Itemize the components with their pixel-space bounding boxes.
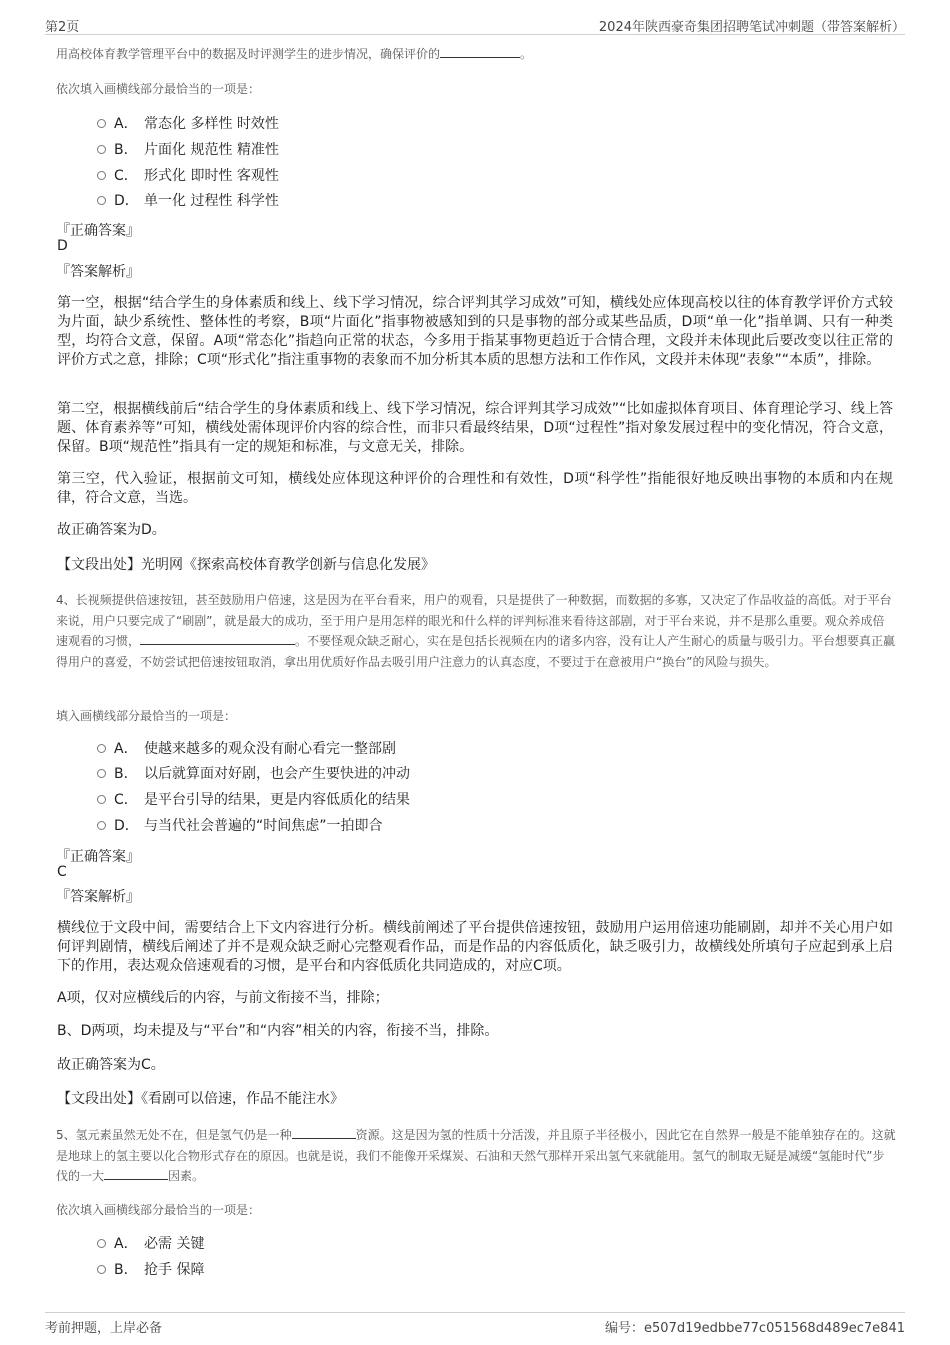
radio-icon[interactable] [97, 769, 106, 778]
question-3-option-a[interactable]: A． 常态化 多样性 时效性 [97, 113, 279, 135]
analysis-paragraph: A项，仅对应横线后的内容，与前文衔接不当，排除； [57, 990, 389, 1006]
radio-icon[interactable] [97, 821, 106, 830]
answer-blank [140, 633, 295, 645]
question-3-option-c[interactable]: C． 形式化 即时性 客观性 [97, 165, 279, 187]
radio-icon[interactable] [97, 119, 106, 128]
radio-icon[interactable] [97, 1265, 106, 1274]
analysis-paragraph: 第三空，代入验证，根据前文可知，横线处应体现这种评价的合理性和有效性，D项“科学性”指能很好地反映出事物的本质和内在规律，符合文意，当选。 [57, 471, 893, 506]
source-citation: 【文段出处】光明网《探索高校体育教学创新与信息化发展》 [57, 557, 435, 573]
analysis-paragraph: 横线位于文段中间，需要结合上下文内容进行分析。横线前阐述了平台提供倍速按钮，鼓励用户运用倍速功能刷剧，却并不关心用户如何评判剧情，横线后阐述了并不是观众缺乏耐心完整观看作品，而是作品的内容低质化，缺乏吸引力，故横线处所填句子应起到承上启下的作用，表达观众倍速观看的习惯，是平台和内容低质化共同造成的，对应C项。 [57, 920, 893, 974]
radio-icon[interactable] [97, 1239, 106, 1248]
question-4-option-d[interactable]: D． 与当代社会普遍的“时间焦虑”一拍即合 [97, 815, 383, 837]
question-4-stem: 4、长视频提供倍速按钮，甚至鼓励用户倍速，这是因为在平台看来，用户的观看，只是提供了一种数据，而数据的多寡，又决定了作品收益的高低。对于平台来说，用户只要完成了“刷剧”，就是最大的成功，至于用户是用怎样的眼光和什么样的评判标准来看待这部剧，对于平台来说，并不是那么重要。观众养成倍速观看的习惯， 。不要怪观众缺乏耐心，实在是包括长视频在内的诸多内容，没有让人产生耐心的质量与吸引力。平台想要真正赢得用户的喜爱，不妨尝试把倍速按钮取消，拿出用优质好作品去吸引用户注意力的认真态度，不要过于在意被用户“换台”的风险与损失。 [56, 593, 896, 669]
analysis-paragraph: 第一空，根据“结合学生的身体素质和线上、线下学习情况，综合评判其学习成效”可知，横线处应体现高校以往的体育教学评价方式较为片面，缺少系统性、整体性的考察，B项“片面化”指事物被感知到的只是事物的部分或某些品质，D项“单一化”指单调、只有一种类型，均符合文意，保留。A项“常态化”指趋向正常的状态，今多用于指某事物更趋近于合情合理，文段并未体现此后要改变以往正常的评价方式之意，排除；C项“形式化”指注重事物的表象而不加分析其本质的思想方法和工作作风，文段并未体现“表象”“本质”，排除。 [57, 295, 893, 368]
document-id: 编号：e507d19edbbe77c051568d489ec7e841 [605, 1321, 905, 1336]
analysis-conclusion: 故正确答案为D。 [57, 522, 166, 538]
analysis-paragraph: 第二空，根据横线前后“结合学生的身体素质和线上、线下学习情况，综合评判其学习成效”“比如虚拟体育项目、体育理论学习、线上答题、体育素养等”可知，横线处需体现评价内容的综合性，而非只看最终结果，D项“过程性”指对象发展过程中的变化情况，符合文意，保留。B项“规范性”指具有一定的规矩和标准，与文意无关，排除。 [57, 401, 893, 455]
document-title: 2024年陕西豪奇集团招聘笔试冲刺题（带答案解析） [598, 20, 905, 35]
page-header [45, 14, 905, 35]
radio-icon[interactable] [97, 795, 106, 804]
question-3-stem-tail: 用高校体育教学管理平台中的数据及时评测学生的进步情况，确保评价的 。 [56, 47, 533, 61]
answer-blank [104, 1168, 168, 1180]
question-4-prompt: 填入画横线部分最恰当的一项是： [56, 709, 237, 723]
page-number: 第2页 [45, 20, 80, 35]
analysis-label: 『答案解析』 [56, 889, 140, 905]
page-footer [45, 1312, 905, 1337]
question-4-option-b[interactable]: B． 以后就算面对好剧，也会产生要快进的冲动 [97, 763, 410, 785]
radio-icon[interactable] [97, 145, 106, 154]
question-3-prompt: 依次填入画横线部分最恰当的一项是： [56, 82, 261, 96]
source-citation: 【文段出处】《看剧可以倍速，作品不能注水》 [57, 1091, 344, 1107]
analysis-conclusion: 故正确答案为C。 [57, 1057, 165, 1073]
question-4-option-a[interactable]: A． 使越来越多的观众没有耐心看完一整部剧 [97, 738, 396, 760]
question-5-stem: 5、氢元素虽然无处不在，但是氢气仍是一种 资源。这是因为氢的性质十分活泼，并且原子半径极小，因此它在自然界一般是不能单独存在的。这就是地球上的氢主要以化合物形式存在的原因。也就是说，我们不能像开采煤炭、石油和天然气那样开采出氢气来就能用。氢气的制取无疑是减缓“氢能时代”步伐的一大 因素。 [56, 1128, 896, 1183]
question-3-option-b[interactable]: B． 片面化 规范性 精准性 [97, 139, 279, 161]
radio-icon[interactable] [97, 196, 106, 205]
correct-answer: D [57, 238, 68, 254]
question-4-option-c[interactable]: C． 是平台引导的结果，更是内容低质化的结果 [97, 789, 410, 811]
radio-icon[interactable] [97, 744, 106, 753]
radio-icon[interactable] [97, 171, 106, 180]
correct-answer-label: 『正确答案』 [56, 849, 140, 865]
answer-blank [292, 1127, 356, 1139]
correct-answer-label: 『正确答案』 [56, 223, 140, 239]
question-5-prompt: 依次填入画横线部分最恰当的一项是： [56, 1203, 261, 1217]
question-5-option-a[interactable]: A． 必需 关键 [97, 1233, 204, 1255]
footer-slogan: 考前押题，上岸必备 [45, 1321, 163, 1336]
analysis-label: 『答案解析』 [56, 264, 140, 280]
question-3-option-d[interactable]: D． 单一化 过程性 科学性 [97, 190, 279, 212]
question-5-option-b[interactable]: B． 抢手 保障 [97, 1259, 204, 1281]
analysis-paragraph: B、D两项，均未提及与“平台”和“内容”相关的内容，衔接不当，排除。 [57, 1023, 499, 1039]
correct-answer: C [57, 864, 67, 880]
answer-blank [440, 46, 520, 58]
